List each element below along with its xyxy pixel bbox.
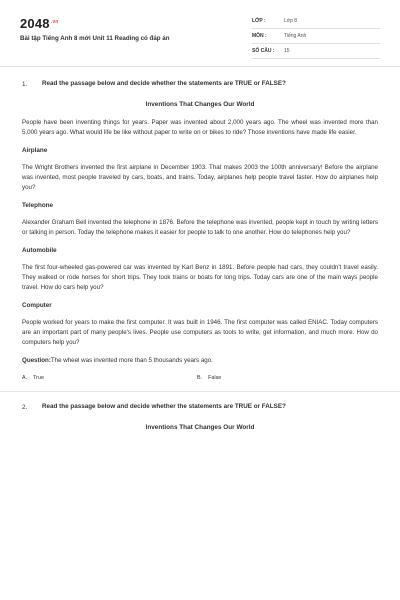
option-letter: A.: [22, 375, 28, 382]
question-instruction: Read the passage below and decide whether the statements are TRUE or FALSE?: [42, 80, 286, 87]
quiz-content: [0, 67, 400, 431]
section-text-automobile: The first four-wheeled gas-powered car was invented by Karl Benz in 1891. Before people had cars, they couldn't travel easily. They walked or rode horses for short trips. They took trains or boats for long trips. Today cars are one of the main ways people travel. How do cars help you?: [22, 264, 378, 292]
meta-key: SỐ CÂU :: [252, 48, 275, 54]
section-text-airplane: The Wright Brothers invented the first airplane in December 1903. That makes 2003 the 100th anniversary! Before the airplane was invented, most people traveled by cars, boats, and trains. Today, airplanes help people travel faster. How do airplanes help you?: [22, 163, 378, 191]
option-letter: B.: [197, 375, 203, 382]
passage-intro: People have been inventing things for years. Paper was invented about 2,000 years ago. The wheel was invented more than 5,000 years ago. What would life be like without paper to write on or bikes to ride? Those inventions have made life easier.: [22, 118, 378, 136]
question-number: 2.: [22, 404, 28, 412]
question-statement: [22, 357, 378, 364]
page-header: [0, 0, 400, 67]
logo-domain: .vn: [50, 18, 59, 25]
meta-row-count: [252, 44, 380, 59]
document-title: Bài tập Tiếng Anh 8 mới Unit 11 Reading có đáp án: [20, 35, 170, 42]
section-text-telephone: Alexander Graham Bell invented the telephone in 1876. Before the telephone was invented, people kept in touch by writing letters or talking in person. Today the telephone makes it easier for people to talk to one another. How do telephones help you?: [22, 218, 378, 237]
question-1: [22, 79, 378, 89]
option-text: True: [33, 375, 44, 382]
section-text-computer: People worked for years to make the first computer. It was built in 1946. The first computer was called ENIAC. Today computers are an important part of many people's lives. People use computers as tools to write, get information, and much more. How do computers help you?: [22, 319, 378, 347]
question-label: Question:: [22, 357, 51, 365]
section-heading-computer: Computer: [22, 302, 52, 310]
passage-title: Inventions That Changes Our World: [145, 424, 255, 432]
meta-value: 15: [284, 48, 290, 54]
question-text: The wheel was invented more than 5 thousands years ago.: [50, 357, 213, 365]
meta-row-subject: [252, 29, 380, 44]
document-meta: [252, 14, 380, 59]
section-heading-automobile: Automobile: [22, 247, 57, 255]
meta-row-class: [252, 14, 380, 29]
option-text: False: [208, 375, 222, 382]
passage-title: Inventions That Changes Our World: [145, 100, 255, 108]
section-heading-airplane: Airplane: [22, 146, 48, 154]
question-instruction: Read the passage below and decide whether the statements are TRUE or FALSE?: [42, 403, 286, 411]
logo-text: 2048: [20, 16, 50, 31]
meta-key: MÔN :: [252, 33, 267, 39]
question-divider: [0, 391, 400, 392]
meta-key: LỚP :: [252, 18, 266, 24]
option-false[interactable]: [197, 375, 221, 381]
answer-options: [22, 375, 378, 381]
section-heading-telephone: Telephone: [22, 201, 54, 209]
site-logo[interactable]: [20, 16, 59, 31]
question-2: [22, 402, 378, 412]
meta-value: Lớp 8: [284, 18, 298, 24]
meta-value: Tiếng Anh: [284, 33, 307, 39]
question-number: 1.: [22, 81, 28, 88]
option-true[interactable]: [22, 375, 197, 381]
